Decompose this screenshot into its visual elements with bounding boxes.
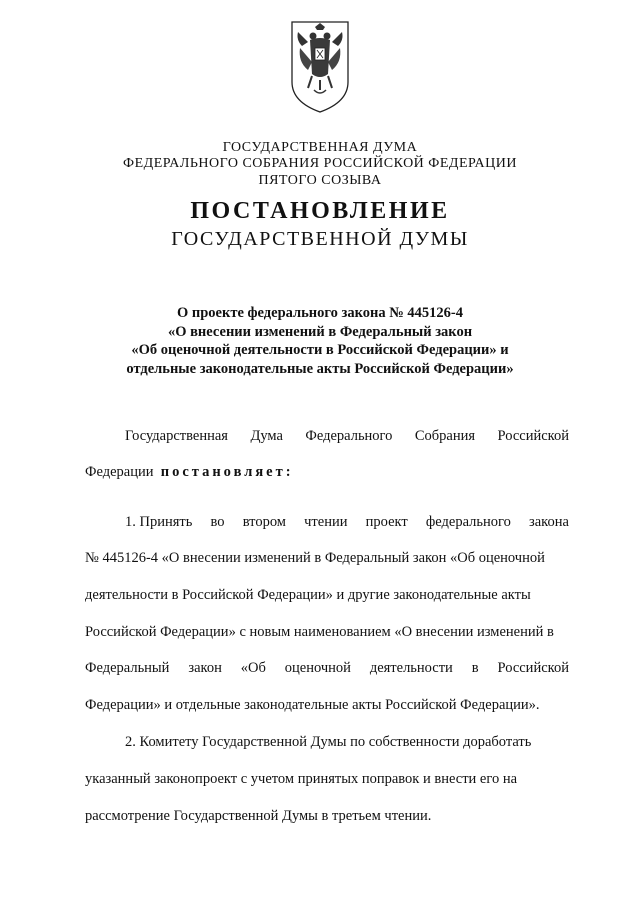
coat-of-arms-emblem [288,18,352,114]
clause-line: 2. Комитету Государственной Думы по собственности доработать [125,734,532,750]
clause-line: деятельности в Российской Федерации» и другие законодательные акты [85,587,531,603]
clause-line: Российской Федерации» с новым наименованием «О внесении изменений в [85,624,554,640]
clause-word: закона [529,514,569,530]
preamble-line [85,462,569,482]
preamble-word: Дума [250,428,283,444]
clause-word: чтении [304,514,348,530]
preamble-word: Федерации [85,464,154,480]
clause-word: федерального [425,514,511,530]
clause-word: деятельности [369,660,453,676]
clause-line: Федерации» и отдельные законодательные акты Российской Федерации». [85,697,540,713]
preamble-word: Российской [497,428,569,444]
header-convocation: ПЯТОГО СОЗЫВА [258,173,382,188]
document-type-title: ПОСТАНОВЛЕНИЕ [190,198,450,224]
clause-line [85,658,569,678]
preamble-word: Государственная [125,428,228,444]
clause-word: Российской [497,660,569,676]
clause-word: «Об [240,660,266,676]
clause-word: в [471,660,479,676]
clause-word: Федеральный [85,660,170,676]
subject-line: «Об оценочной деятельности в Российской Федерации» и [131,342,509,359]
clause-word: закон [188,660,222,676]
preamble-word: Собрания [414,428,476,444]
clause-line: указанный законопроект с учетом принятых поправок и внести его на [85,771,518,787]
decision-verb: постановляет: [160,464,294,480]
header-chamber: ГОСУДАРСТВЕННАЯ ДУМА [222,140,418,155]
subject-line: отдельные законодательные акты Российской Федерации» [126,360,514,377]
clause-word: проект [365,514,408,530]
clause-word: во [210,514,225,530]
clause-line: рассмотрение Государственной Думы в третьем чтении. [85,808,432,824]
subject-line: «О внесении изменений в Федеральный закон [167,323,473,340]
document-issuer: ГОСУДАРСТВЕННОЙ ДУМЫ [171,228,469,250]
preamble-word: Федерального [305,428,393,444]
clause-line [125,512,569,532]
clause-word: оценочной [284,660,351,676]
clause-word: втором [242,514,286,530]
preamble-line [125,426,569,446]
clause-line: № 445126-4 «О внесении изменений в Федеральный закон «Об оценочной [85,550,545,566]
clause-word: 1. Принять [125,514,193,530]
subject-line: О проекте федерального закона № 445126-4 [176,305,464,321]
header-assembly: ФЕДЕРАЛЬНОГО СОБРАНИЯ РОССИЙСКОЙ ФЕДЕРАЦИИ [123,156,517,171]
subject-heading [0,304,640,378]
